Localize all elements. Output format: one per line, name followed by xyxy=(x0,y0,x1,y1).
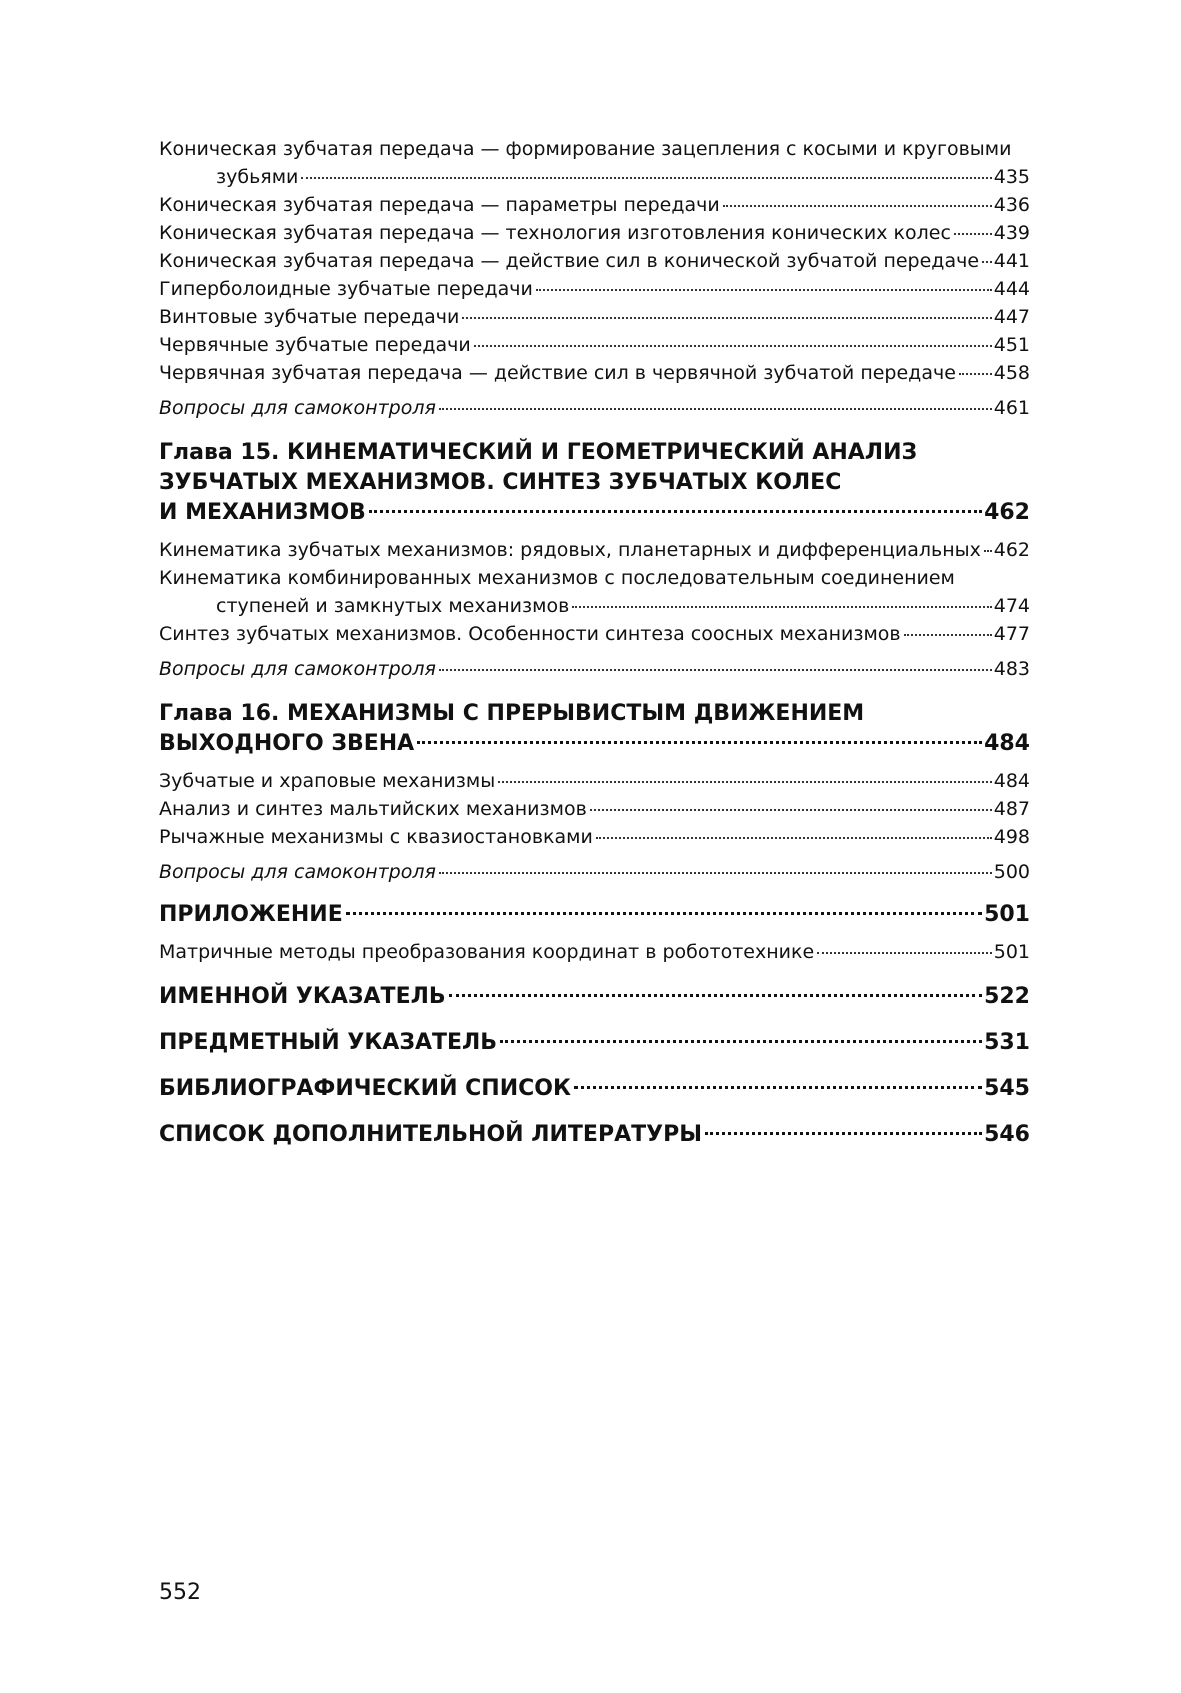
toc-page-number: 441 xyxy=(993,250,1030,272)
toc-entry-text: ступеней и замкнутых механизмов xyxy=(216,595,570,617)
toc-page-number: 444 xyxy=(993,278,1030,300)
toc-page-number: 522 xyxy=(984,984,1030,1009)
toc-entry-text: Вопросы для самоконтроля xyxy=(159,397,436,419)
dot-leader xyxy=(474,345,992,347)
chapter-16-heading xyxy=(159,699,1030,759)
toc-entry-review-questions xyxy=(159,394,1030,422)
toc-page-number: 458 xyxy=(993,362,1030,384)
toc-page-number: 498 xyxy=(993,826,1030,848)
page-number: 552 xyxy=(159,1580,201,1605)
appendix-heading xyxy=(159,900,1030,930)
table-of-contents xyxy=(159,135,1030,1150)
toc-page-number: 484 xyxy=(984,731,1030,756)
dot-leader xyxy=(500,1040,982,1043)
subject-index-heading xyxy=(159,1028,1030,1058)
dot-leader xyxy=(954,233,992,235)
toc-page-number: 439 xyxy=(993,222,1030,244)
toc-entry xyxy=(159,247,1030,275)
dot-leader xyxy=(982,261,992,263)
toc-entry xyxy=(159,219,1030,247)
toc-entry-text: Вопросы для самоконтроля xyxy=(159,861,436,883)
toc-entry-text: Кинематика зубчатых механизмов: рядовых, планетарных и дифференциальных xyxy=(159,539,981,561)
dot-leader xyxy=(462,317,991,319)
bibliography-heading xyxy=(159,1074,1030,1104)
toc-entry xyxy=(159,536,1030,564)
toc-page-number: 436 xyxy=(993,194,1030,216)
dot-leader xyxy=(817,952,992,954)
toc-entry-review-questions xyxy=(159,858,1030,886)
toc-entry-text: Вопросы для самоконтроля xyxy=(159,658,436,680)
toc-entry-text: зубьями xyxy=(216,166,299,188)
toc-page-number: 462 xyxy=(984,500,1030,525)
dot-leader xyxy=(439,872,992,874)
toc-entry-text: Коническая зубчатая передача — действие сил в конической зубчатой передаче xyxy=(159,250,980,272)
dot-leader xyxy=(439,669,992,671)
dot-leader xyxy=(572,606,991,608)
toc-entry-text: Коническая зубчатая передача — параметры передачи xyxy=(159,194,720,216)
toc-page-number: 447 xyxy=(993,306,1030,328)
section-title: СПИСОК ДОПОЛНИТЕЛЬНОЙ ЛИТЕРАТУРЫ xyxy=(159,1122,702,1147)
dot-leader xyxy=(590,809,992,811)
toc-entry xyxy=(159,767,1030,795)
chapter-15-heading xyxy=(159,438,1030,528)
toc-page-number: 484 xyxy=(993,770,1030,792)
section-title: ПРИЛОЖЕНИЕ xyxy=(159,902,343,927)
section-title: ИМЕННОЙ УКАЗАТЕЛЬ xyxy=(159,984,446,1009)
additional-literature-heading xyxy=(159,1120,1030,1150)
toc-entry xyxy=(159,275,1030,303)
toc-entry-text: Гиперболоидные зубчатые передачи xyxy=(159,278,533,300)
toc-page-number: 546 xyxy=(984,1122,1030,1147)
dot-leader xyxy=(498,781,991,783)
chapter-title-line: И МЕХАНИЗМОВ xyxy=(159,500,366,525)
toc-entry xyxy=(159,359,1030,387)
toc-page-number: 500 xyxy=(993,861,1030,883)
dot-leader xyxy=(346,912,982,915)
toc-entry xyxy=(159,620,1030,648)
dot-leader xyxy=(417,741,982,744)
chapter-title-line: ЗУБЧАТЫХ МЕХАНИЗМОВ. СИНТЕЗ ЗУБЧАТЫХ КОЛЕС xyxy=(159,470,842,495)
dot-leader xyxy=(574,1086,982,1089)
dot-leader xyxy=(536,289,992,291)
dot-leader xyxy=(904,634,992,636)
toc-entry-text: Червячная зубчатая передача — действие сил в червячной зубчатой передаче xyxy=(159,362,956,384)
toc-page-number: 531 xyxy=(984,1030,1030,1055)
dot-leader xyxy=(984,550,992,552)
toc-page-number: 487 xyxy=(993,798,1030,820)
toc-page-number: 545 xyxy=(984,1076,1030,1101)
toc-entry-text: Синтез зубчатых механизмов. Особенности синтеза соосных механизмов xyxy=(159,623,901,645)
toc-entry xyxy=(159,938,1030,966)
dot-leader xyxy=(596,837,992,839)
toc-entry-text: Матричные методы преобразования координат в робототехнике xyxy=(159,941,815,963)
toc-page-number: 483 xyxy=(993,658,1030,680)
chapter-title-line: Глава 15. КИНЕМАТИЧЕСКИЙ И ГЕОМЕТРИЧЕСКИЙ АНАЛИЗ xyxy=(159,440,918,465)
dot-leader xyxy=(301,177,991,179)
toc-entry xyxy=(159,795,1030,823)
section-title: БИБЛИОГРАФИЧЕСКИЙ СПИСОК xyxy=(159,1076,571,1101)
toc-entry xyxy=(159,303,1030,331)
section-title: ПРЕДМЕТНЫЙ УКАЗАТЕЛЬ xyxy=(159,1030,498,1055)
chapter-title-line: ВЫХОДНОГО ЗВЕНА xyxy=(159,731,415,756)
chapter-title-line: Глава 16. МЕХАНИЗМЫ С ПРЕРЫВИСТЫМ ДВИЖЕНИЕМ xyxy=(159,701,865,726)
toc-page-number: 451 xyxy=(993,334,1030,356)
toc-page-number: 461 xyxy=(993,397,1030,419)
toc-page-number: 501 xyxy=(993,941,1030,963)
toc-page-number: 462 xyxy=(993,539,1030,561)
toc-entry xyxy=(159,331,1030,359)
toc-entry-bevel-formation xyxy=(159,135,1030,191)
toc-entry-text: Анализ и синтез мальтийских механизмов xyxy=(159,798,587,820)
dot-leader xyxy=(369,510,982,513)
toc-entry xyxy=(159,823,1030,851)
toc-page-number: 474 xyxy=(993,595,1030,617)
toc-entry-text: Червячные зубчатые передачи xyxy=(159,334,471,356)
toc-entry-text: Коническая зубчатая передача — технология изготовления конических колес xyxy=(159,222,951,244)
dot-leader xyxy=(959,373,992,375)
toc-page-number: 477 xyxy=(993,623,1030,645)
toc-entry-text: Винтовые зубчатые передачи xyxy=(159,306,460,328)
dot-leader xyxy=(449,994,982,997)
toc-entry-text: Коническая зубчатая передача — формирование зацепления с косыми и круговыми xyxy=(159,138,1012,160)
name-index-heading xyxy=(159,982,1030,1012)
dot-leader xyxy=(705,1132,982,1135)
toc-page-number: 435 xyxy=(993,166,1030,188)
dot-leader xyxy=(439,408,992,410)
toc-entry xyxy=(159,564,1030,620)
toc-entry xyxy=(159,191,1030,219)
toc-entry-text: Зубчатые и храповые механизмы xyxy=(159,770,496,792)
toc-page-number: 501 xyxy=(984,902,1030,927)
dot-leader xyxy=(723,205,992,207)
toc-entry-review-questions xyxy=(159,655,1030,683)
toc-entry-text: Кинематика комбинированных механизмов с последовательным соединением xyxy=(159,567,955,589)
toc-entry-text: Рычажные механизмы с квазиостановками xyxy=(159,826,593,848)
